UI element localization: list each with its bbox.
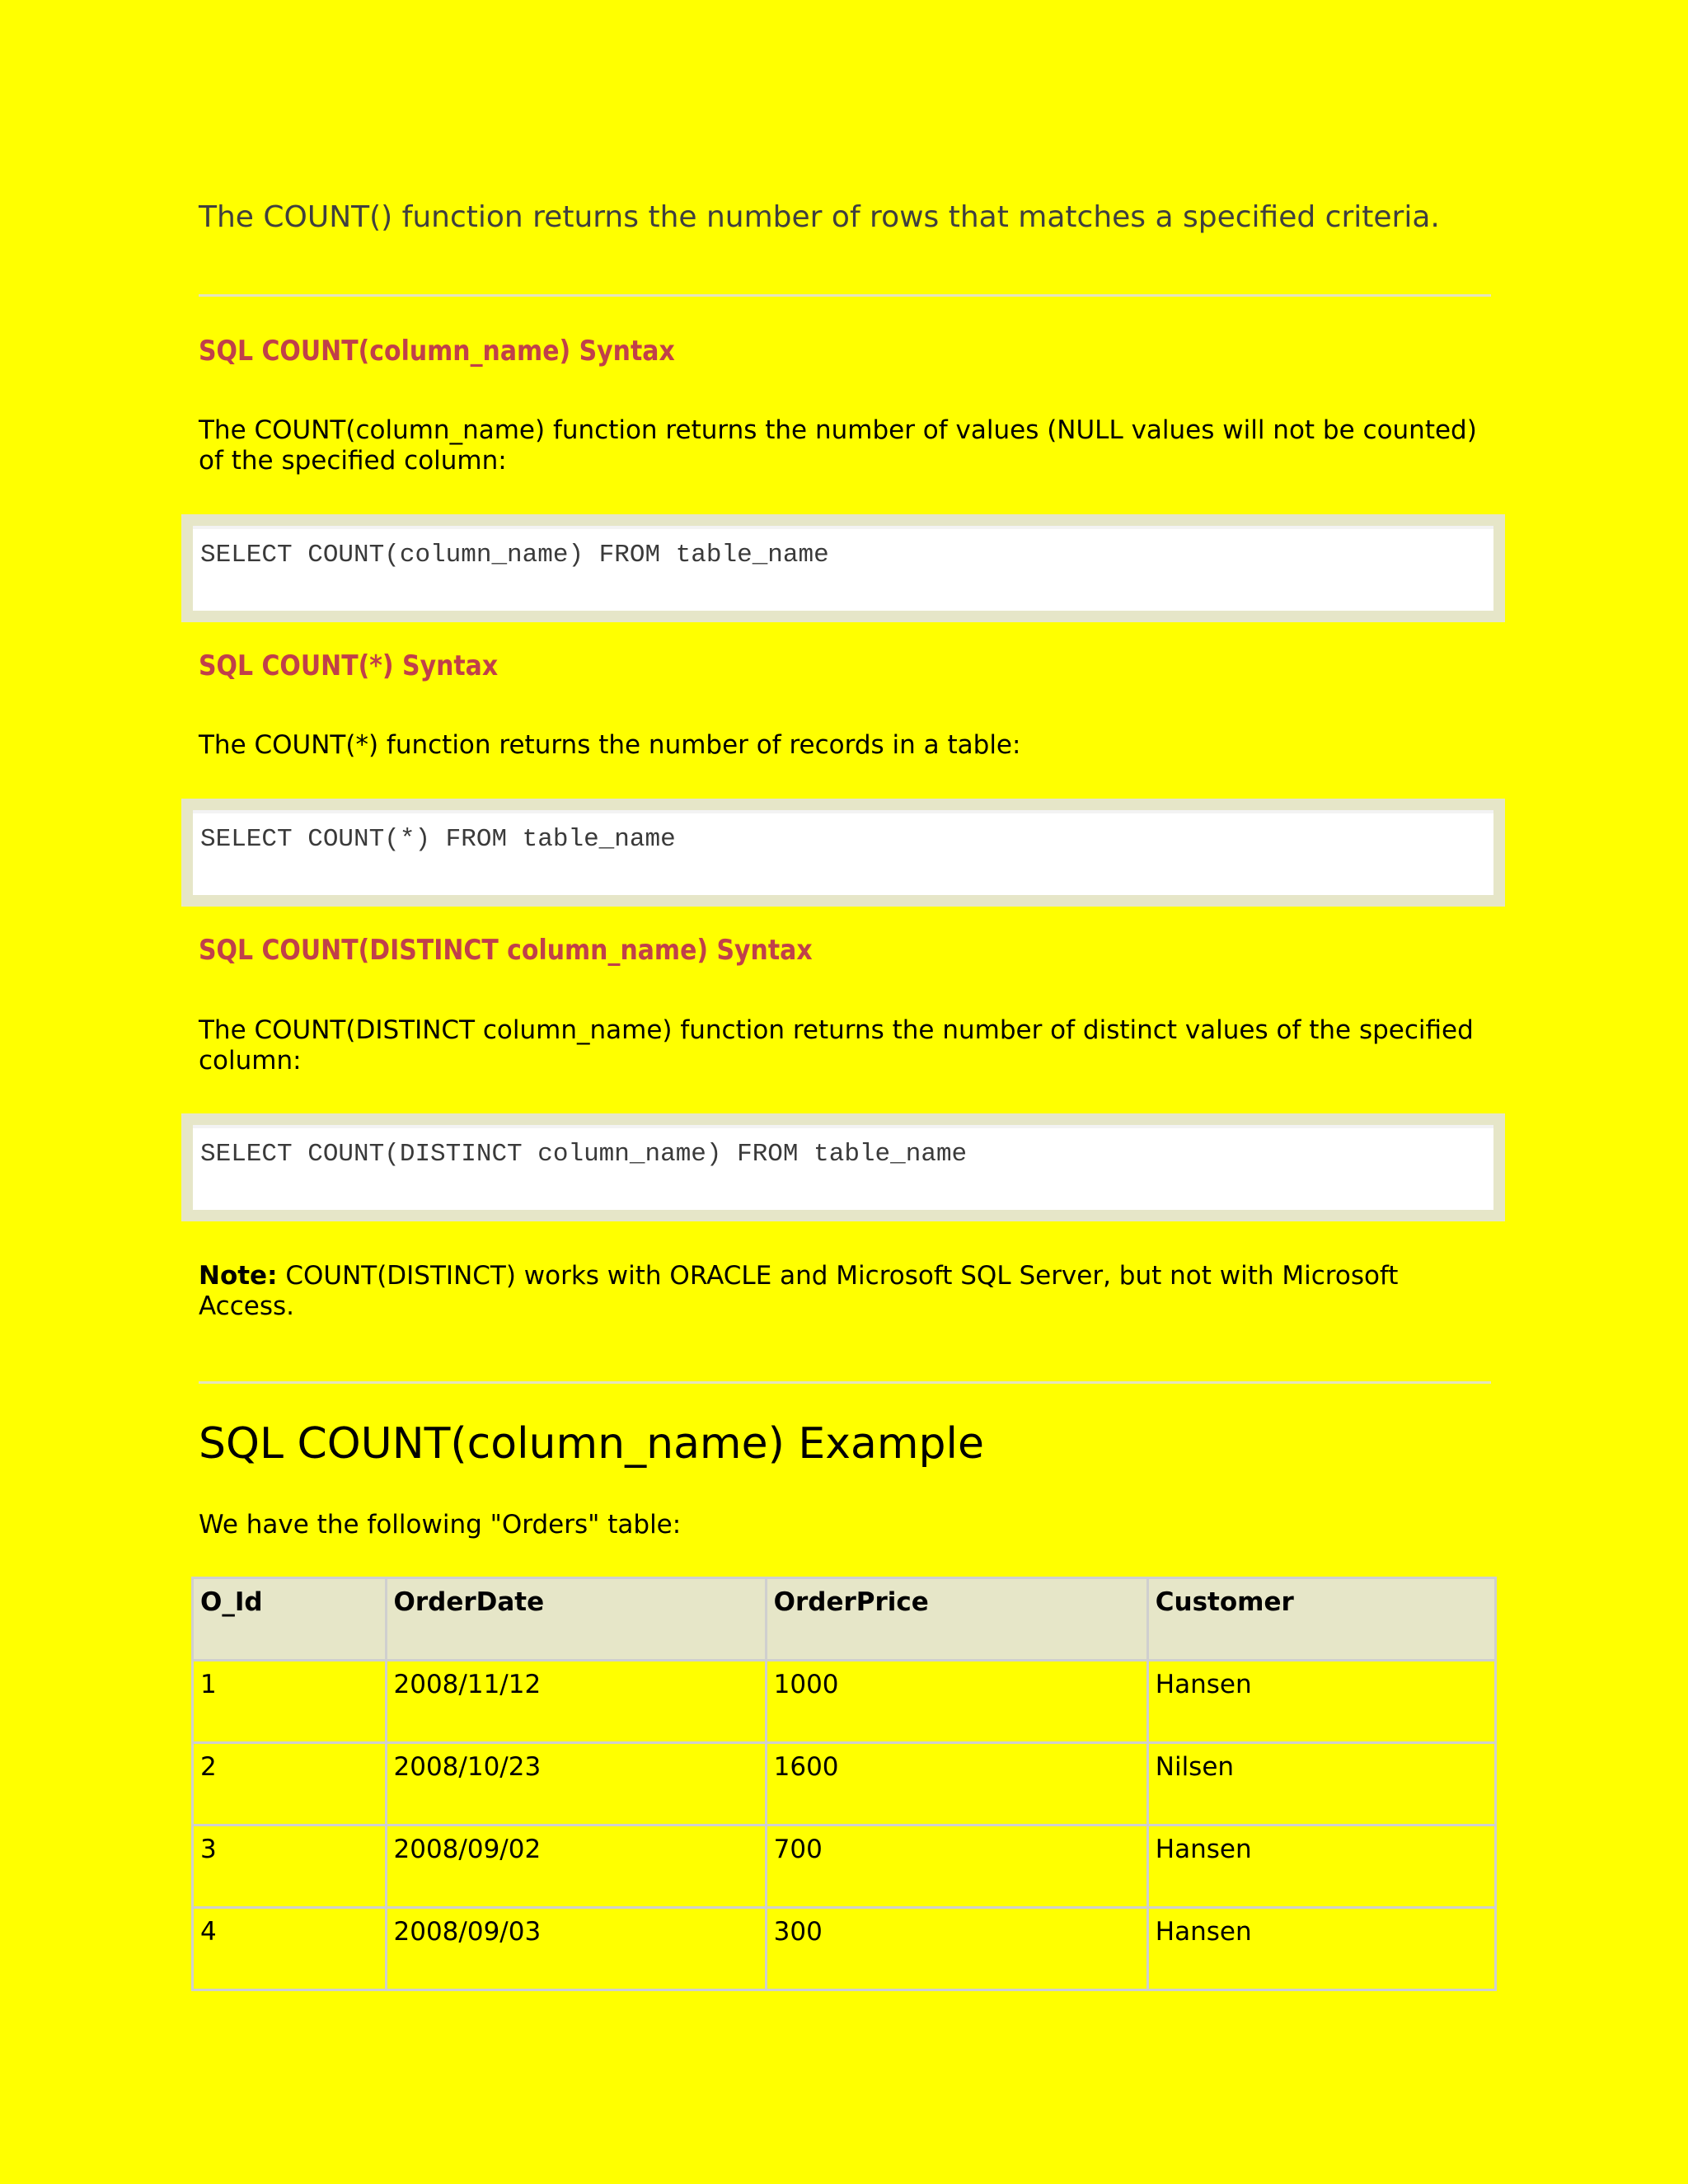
table-cell: 1600 — [766, 1743, 1147, 1825]
code-block-inner — [193, 810, 1493, 895]
table-cell: 4 — [193, 1908, 387, 1990]
divider — [199, 1381, 1491, 1384]
column-header-orderdate: OrderDate — [386, 1578, 766, 1661]
note-text: COUNT(DISTINCT) works with ORACLE and Microsoft SQL Server, but not with Microsoft Access. — [199, 1261, 1399, 1321]
example-title: SQL COUNT(column_name) Example — [199, 1419, 984, 1469]
column-header-orderprice: OrderPrice — [766, 1578, 1147, 1661]
table-row — [193, 1825, 1496, 1908]
table-cell: 2 — [193, 1743, 387, 1825]
table-row — [193, 1661, 1496, 1743]
table-cell: Hansen — [1147, 1661, 1495, 1743]
table-row — [193, 1908, 1496, 1990]
table-row — [193, 1743, 1496, 1825]
syntax-description-count-star: The COUNT(*) function returns the number of records in a table: — [199, 730, 1021, 760]
table-cell: 2008/09/02 — [386, 1825, 766, 1908]
syntax-heading-count-star: SQL COUNT(*) Syntax — [199, 649, 499, 682]
orders-table — [191, 1577, 1497, 1991]
table-cell: 1000 — [766, 1661, 1147, 1743]
syntax-description-count-distinct: The COUNT(DISTINCT column_name) function returns the number of distinct values of the specified column: — [199, 1015, 1474, 1076]
table-cell: 2008/09/03 — [386, 1908, 766, 1990]
table-cell: 3 — [193, 1825, 387, 1908]
table-cell: 2008/10/23 — [386, 1743, 766, 1825]
table-cell: 1 — [193, 1661, 387, 1743]
column-header-o-id: O_Id — [193, 1578, 387, 1661]
code-text: SELECT COUNT(*) FROM table_name — [200, 825, 676, 854]
syntax-description-column-name: The COUNT(column_name) function returns the number of values (NULL values will not be counted) of the specified column: — [199, 415, 1477, 476]
example-lead: We have the following "Orders" table: — [199, 1510, 682, 1540]
table-cell: Nilsen — [1147, 1743, 1495, 1825]
code-text: SELECT COUNT(column_name) FROM table_name — [200, 541, 829, 569]
note-label: Note: — [199, 1261, 278, 1291]
syntax-heading-count-distinct: SQL COUNT(DISTINCT column_name) Syntax — [199, 934, 813, 967]
intro-text: The COUNT() function returns the number of rows that matches a specified criteria. — [199, 200, 1440, 234]
divider — [199, 294, 1491, 297]
table-cell: Hansen — [1147, 1908, 1495, 1990]
code-block-inner — [193, 1125, 1493, 1210]
column-header-customer: Customer — [1147, 1578, 1495, 1661]
table-cell: 300 — [766, 1908, 1147, 1990]
code-text: SELECT COUNT(DISTINCT column_name) FROM table_name — [200, 1140, 968, 1169]
note-paragraph — [199, 1261, 1501, 1322]
table-header-row — [193, 1578, 1496, 1661]
code-block-column-name — [181, 514, 1505, 622]
code-block-count-star — [181, 799, 1505, 907]
table-cell: 2008/11/12 — [386, 1661, 766, 1743]
code-block-count-distinct — [181, 1113, 1505, 1221]
syntax-heading-column-name: SQL COUNT(column_name) Syntax — [199, 335, 675, 368]
code-block-inner — [193, 526, 1493, 611]
table-cell: 700 — [766, 1825, 1147, 1908]
table-cell: Hansen — [1147, 1825, 1495, 1908]
